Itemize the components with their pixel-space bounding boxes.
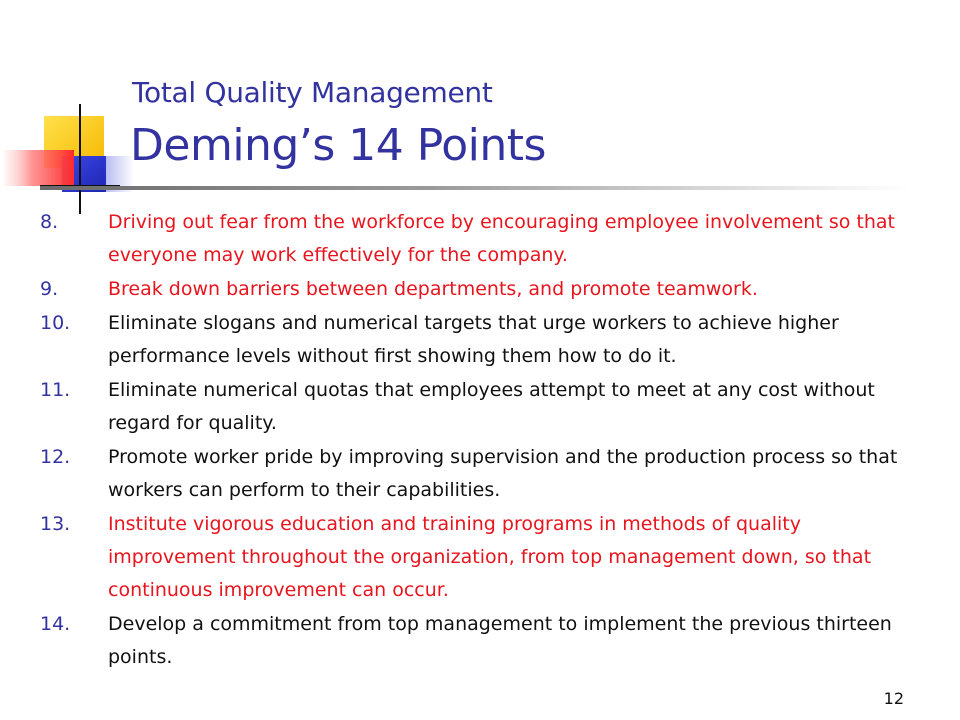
- list-item: [40, 374, 920, 440]
- point-number: 13.: [40, 513, 71, 535]
- list-item: [40, 441, 920, 507]
- point-text: Driving out fear from the workforce by encouraging employee involvement so that everyone may work effectively for the company.: [108, 211, 895, 266]
- list-item: [40, 508, 920, 607]
- list-item: [40, 206, 920, 272]
- deco-red-bar: [4, 150, 74, 186]
- point-number: 8.: [40, 211, 59, 233]
- title-underline: [40, 186, 910, 190]
- point-number: 9.: [40, 278, 59, 300]
- point-number: 14.: [40, 613, 71, 635]
- point-text: Institute vigorous education and training programs in methods of quality improvement throughout the organization, from top management down, so that continuous improvement can occur.: [108, 513, 872, 601]
- point-text: Eliminate slogans and numerical targets that urge workers to achieve higher performance levels without first showing them how to do it.: [108, 312, 839, 367]
- slide-title: Total Quality Management: [132, 76, 493, 109]
- point-number: 12.: [40, 446, 71, 468]
- point-number: 10.: [40, 312, 71, 334]
- point-text: Develop a commitment from top management to implement the previous thirteen points.: [108, 613, 892, 668]
- point-text: Promote worker pride by improving supervision and the production process so that workers can perform to their capabilities.: [108, 446, 898, 501]
- point-text: Break down barriers between departments, and promote teamwork.: [108, 278, 758, 300]
- slide-subtitle: Deming’s 14 Points: [130, 120, 546, 171]
- list-item: [40, 307, 920, 373]
- points-list: [40, 206, 920, 675]
- list-item: [40, 273, 920, 306]
- point-number: 11.: [40, 379, 71, 401]
- point-text: Eliminate numerical quotas that employees attempt to meet at any cost without regard for quality.: [108, 379, 875, 434]
- list-item: [40, 608, 920, 674]
- page-number: 12: [883, 689, 904, 708]
